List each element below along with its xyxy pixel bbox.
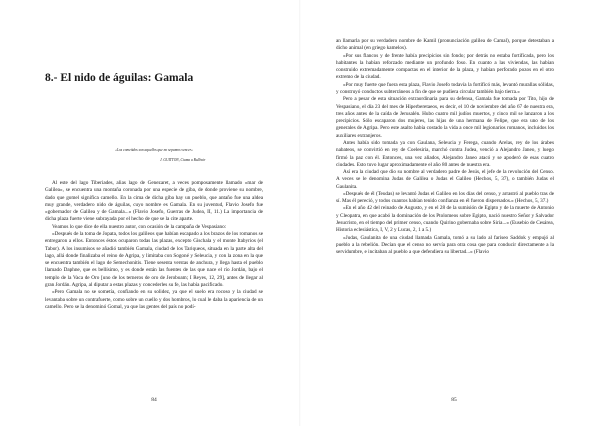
- page-number-left: 84: [151, 397, 157, 403]
- paragraph: «En el año 42 del reinado de Augusto, y en el 28 de la sumisión de Egipto y de la muerte de Antonio y Cleopatra, en que acabó la dominación de los Ptolomeos sobre Egipto, nació nuestro Señor y Salvador Jesucristo, en el tiempo del primer censo, cuando Quirino gobernaba sobre Siria...» (Eusebio de Cesárea, Historia eclesiástica, I, V, 2 y Lucas, 2, 1 a 5.): [336, 205, 554, 234]
- paragraph: Así era la ciudad que dio su nombre al verdadero padre de Jesús, el jefe de la revolución del Censo. A veces se le denomina Judas de Galilea o Judas el Galileo (Hechos, 5, 37), o también Judas el Gaulanita.: [336, 169, 554, 190]
- paragraph: «Después de él (Teudas) se levantó Judas el Galileo en los días del censo, y arrastró al pueblo tras de sí. Mas él pereció, y todos cuantos habían tenido confianza en él fueron dispersados.» (Hechos, 5, 37.): [336, 190, 554, 205]
- chapter-title: 8.- El nido de águilas: Gamala: [45, 72, 194, 84]
- paragraph: «Pero Gamala no se sometía, confiando en su solidez, ya que el suelo era rocoso y la ciudad se levantaba sobre un contrafuerte, como sobre un cuello y dos hombros, lo cual le daba la apariencia de un camello. Pero se la denominó Gomal, ya que las gentes del país no podí-: [45, 289, 263, 310]
- paragraph: Antes había sido tomada ya con Gaulana, Seleucia y Ferega, cuando Arelas, rey de los árabes nabateos, se convirtió en rey de Coelesiria, marchó contra Judea, venció a Alejandro Janeo, y luego firmó la paz con él. Entonces, una vez aliados, Alejandro Janeo atacó y se apoderó de esas cuatro ciudades. Esto tuvo lugar aproximadamente el año 80 antes de nuestra era.: [336, 139, 554, 168]
- paragraph: an llamarla por su verdadero nombre de Kamil (pronunciación galilea de Camal), porque detestaban a dicho animal (en griego kamelos).: [336, 38, 554, 52]
- page-number-right: 85: [451, 397, 457, 403]
- left-text-column: [45, 180, 263, 311]
- right-text-column: [336, 38, 554, 256]
- right-page: [300, 0, 600, 426]
- paragraph: Veamos lo que dice de ella nuestro autor, con ocasión de la campaña de Vespasiano:: [52, 223, 227, 230]
- paragraph: Pero a pesar de esta situación extraordinaria para su defensa, Gamala fue tomada por Tito, hijo de Vespasiano, el día 23 del mes de Hiperberetaeos, es decir, el 10 de noviembre del año 67 de nuestra era, tres años antes de la caída de Jerusalén. Hubo cuatro mil judíos muertos, y cinco mil se lanzaron a los precipicios. Sólo escaparon dos mujeres, las hijas de una hermana de Felipe, que era uno de los generales de Agripa. Pero este asalto había costado la vida a once mil legionarios romanos, incluidos los auxiliares extranjeros.: [336, 96, 554, 139]
- paragraph: Al este del lago Tiberiades, alias lago de Genezaret, a veces pomposamente llamado «mar de Galilea», se encuentra una montaña coronada por una especie de giba, de donde proviene su nombre, dado que gomel significa camello. En la cima de dicha giba hay un pueblo, que antaño fue una aldea muy grande, verdadero nido de águilas, cuyo nombre es Gamala. En su juventud, Flavio Josefo fue «gobernador de Galilea y de Gamala...» (Flavio Josefo, Guerras de Judea, II, 11.) La importancia de dicha plaza fuerte viene subrayada por el hecho de que se la cite aparte.: [45, 180, 263, 223]
- epigraph-quote: «Los cometidos son aquellos que no sepamos vencer»: [115, 148, 193, 152]
- paragraph: «Por muy fuerte que fuera esta plaza, Flavio Josefo todavía la fortificó más, levantó murallas sólidas, y construyó conductos subterráneos a fin de que se pudiera circular también bajo tierra.»: [336, 81, 554, 95]
- epigraph-source: J. GUITTON, Ciama a Bulliwir: [160, 158, 206, 162]
- paragraph: «Judas, Gaulanita de una ciudad llamada Gamala, tomó a su lado al fariseo Saddok y empujó al pueblo a la rebelión. Decían que el censo no servía para otra cosa que para conducir directamente a la servidumbre, e incitaban al pueblo a que defendiera su libertad...» (Flavio: [336, 234, 554, 256]
- paragraph: «Por sus flancos y de frente había precipicios sin fondo; por detrás no estaba fortificada, pero los habitantes la habían reforzado mediante un profundo foso. En cuanto a las viviendas, las habían construido extremadamente compactas en el interior de la plaza, y habían perforado pozos en el otro extremo de la ciudad.: [336, 52, 554, 81]
- paragraph: «Después de la toma de Jopata, todos los galileos que habían escapado a los brazos de los romanos se entregaron a ellos. Entonces éstos ocuparon todas las plazas, excepto Gischala y el monte Itabyrios (el Tabor). A los insumisos se añadió también Gamala, ciudad de los Tariqueos, situada en la parte alta del lago, allá donde finalizaba el reino de Agripa, y limitaba con Sogoné y Seleucia, y con la zona en la que se encuentra también el lago de Semechonitis. Tiene sesenta verstas de anchura, y llega hasta el pueblo llamado Daphne, que es bellísimo, y es donde están las fuentes de las que nace el río Jordán, bajo el templo de la Vaca de Oro [uno de los terneros de oro de Jeroboam; I Reyes, 12, 29], antes de llegar al gran Jordán. Agripa, al diputar a estas plazas y concederles su fe, las había pacificado.: [45, 230, 263, 288]
